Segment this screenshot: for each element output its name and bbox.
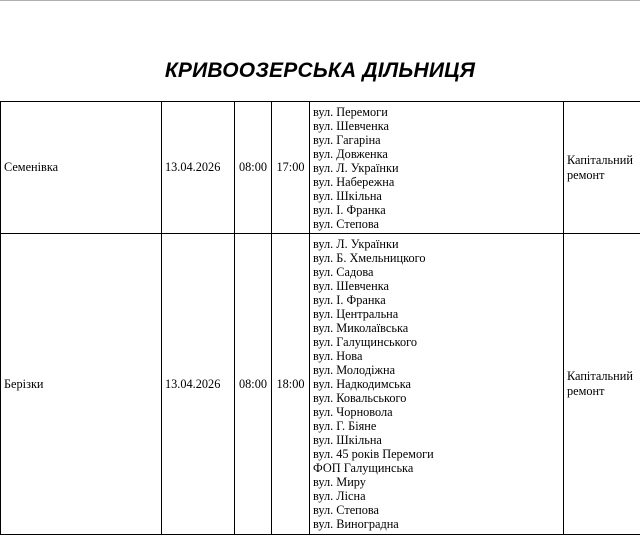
streets-cell xyxy=(310,234,564,535)
street-item: вул. Миколаївська xyxy=(313,321,409,335)
village-cell: Берізки xyxy=(1,234,162,535)
street-item: ФОП Галущинська xyxy=(313,461,414,475)
street-item: вул. Л. Українки xyxy=(313,160,399,175)
street-item: вул. Набережна xyxy=(313,174,395,189)
street-item: вул. Молодіжна xyxy=(313,363,396,377)
street-item: вул. Перемоги xyxy=(313,104,388,119)
street-item: вул. 45 років Перемоги xyxy=(313,447,434,461)
street-item: вул. І. Франка xyxy=(313,293,386,307)
page-title: КРИВООЗЕРСЬКА ДІЛЬНИЦЯ xyxy=(164,59,476,82)
street-item: вул. І. Франка xyxy=(313,202,386,217)
date-cell: 13.04.2026 xyxy=(162,102,235,234)
note-cell: Капітальний ремонт xyxy=(564,102,640,234)
date-cell: 13.04.2026 xyxy=(162,234,235,535)
street-item: вул. Гагаріна xyxy=(313,132,381,147)
street-item: вул. Довженка xyxy=(313,146,388,161)
start-time-cell: 08:00 xyxy=(235,102,272,234)
top-divider xyxy=(0,0,640,1)
street-item: вул. Нова xyxy=(313,349,363,363)
village-cell: Семенівка xyxy=(1,102,162,234)
street-item: вул. Галущинського xyxy=(313,335,418,349)
table-row xyxy=(1,234,640,535)
outage-schedule-table xyxy=(0,101,640,535)
table-row xyxy=(1,102,640,234)
street-item: вул. Степова xyxy=(313,503,379,517)
street-item: вул. Чорновола xyxy=(313,405,393,419)
street-item: вул. Шкільна xyxy=(313,433,382,447)
street-item: вул. Ковальського xyxy=(313,391,407,405)
note-cell: Капітальний ремонт xyxy=(564,234,640,535)
street-item: вул. Г. Біяне xyxy=(313,419,377,433)
start-time-cell: 08:00 xyxy=(235,234,272,535)
street-item: вул. Шевченка xyxy=(313,118,389,133)
end-time-cell: 18:00 xyxy=(272,234,310,535)
end-time-cell: 17:00 xyxy=(272,102,310,234)
street-item: вул. Миру xyxy=(313,475,366,489)
street-item: вул. Б. Хмельницкого xyxy=(313,251,426,265)
street-item: вул. Лісна xyxy=(313,489,366,503)
street-item: вул. Шкільна xyxy=(313,188,382,203)
street-item: вул. Центральна xyxy=(313,307,399,321)
street-item: вул. Шевченка xyxy=(313,279,389,293)
street-item: вул. Степова xyxy=(313,216,379,231)
street-item: вул. Виноградна xyxy=(313,517,399,531)
street-item: вул. Л. Українки xyxy=(313,237,399,251)
streets-cell xyxy=(310,102,564,234)
street-item: вул. Садова xyxy=(313,265,374,279)
street-item: вул. Надкодимська xyxy=(313,377,411,391)
